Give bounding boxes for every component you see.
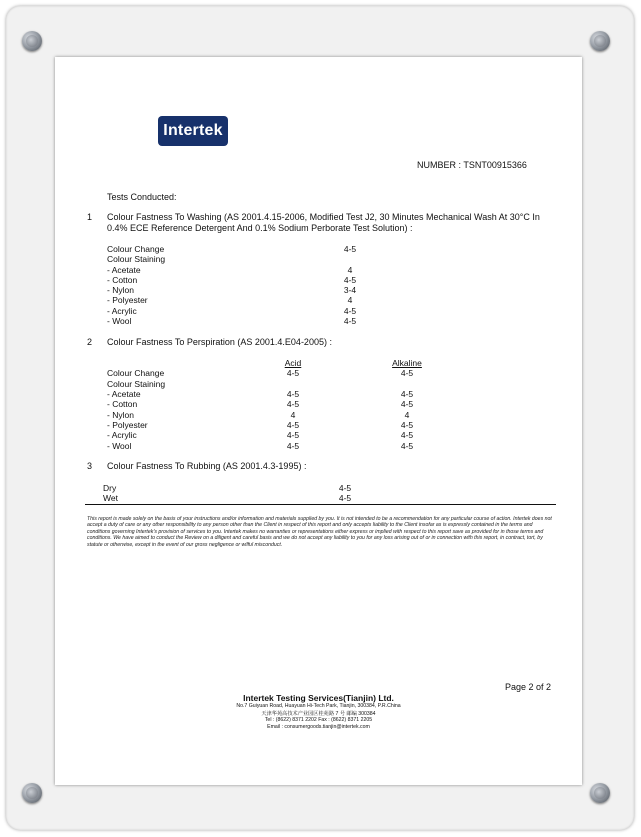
alkaline-value: 4-5: [400, 368, 414, 378]
test1-colour-change-row: [55, 244, 582, 254]
row-label: - Acrylic: [107, 430, 137, 440]
pin-top-right: [590, 31, 610, 51]
acid-value: 4-5: [286, 368, 300, 378]
row-value: 4: [347, 265, 353, 275]
test2-column-headers: [55, 358, 582, 368]
test1-staining-heading: [55, 254, 582, 264]
test2-colour-change-row: [55, 368, 582, 378]
test2-row: [55, 389, 582, 399]
test1-row: [55, 285, 582, 295]
alkaline-value: 4-5: [400, 399, 414, 409]
row-label: Colour Change: [107, 244, 165, 254]
pin-bottom-left: [22, 783, 42, 803]
row-label: Colour Change: [107, 368, 165, 378]
footer-address: No.7 Guiyuan Road, Huayuan Hi-Tech Park, Tianjin, 300384, P.R.China: [236, 703, 401, 709]
footer-address-cn: 天津华苑高技术产业园区桂苑路 7 号 邮编 300384: [261, 711, 376, 717]
row-value: 3-4: [343, 285, 357, 295]
row-label: - Nylon: [107, 285, 134, 295]
row-label: - Nylon: [107, 410, 134, 420]
row-label: - Acetate: [107, 389, 141, 399]
test3-row: [55, 493, 582, 503]
test2-row: [55, 399, 582, 409]
row-label: - Cotton: [107, 399, 138, 409]
test1-row: [55, 295, 582, 305]
acid-value: 4-5: [286, 420, 300, 430]
pin-top-left: [22, 31, 42, 51]
row-value: 4: [347, 295, 353, 305]
test1-row: [55, 265, 582, 275]
test2-row: [55, 420, 582, 430]
pin-bottom-right: [590, 783, 610, 803]
row-label: Wet: [103, 493, 118, 503]
acid-value: 4: [290, 410, 296, 420]
test2-title: Colour Fastness To Perspiration (AS 2001.4.E04-2005) :: [107, 337, 332, 347]
test1-row: [55, 306, 582, 316]
test2-row: [55, 441, 582, 451]
row-label: Colour Staining: [107, 254, 166, 264]
acid-column-header: Acid: [284, 358, 302, 368]
row-label: - Wool: [107, 316, 132, 326]
row-value: 4-5: [338, 493, 352, 503]
test1-row: [55, 275, 582, 285]
acid-value: 4-5: [286, 389, 300, 399]
alkaline-value: 4-5: [400, 389, 414, 399]
row-label: Colour Staining: [107, 379, 166, 389]
test3-row: [55, 483, 582, 493]
alkaline-value: 4-5: [400, 430, 414, 440]
section-divider: [85, 504, 556, 505]
acid-value: 4-5: [286, 430, 300, 440]
row-label: - Wool: [107, 441, 132, 451]
test1-number: 1: [87, 212, 93, 222]
alkaline-value: 4: [404, 410, 410, 420]
test3-number: 3: [87, 461, 93, 471]
test2-staining-heading: [55, 379, 582, 389]
test1-title-line2: 0.4% ECE Reference Detergent And 0.1% Sodium Perborate Test Solution) :: [107, 223, 413, 233]
row-value: 4-5: [338, 483, 352, 493]
test2-row: [55, 430, 582, 440]
tests-conducted-label: Tests Conducted:: [107, 192, 177, 202]
row-value: 4-5: [343, 275, 357, 285]
row-value: 4-5: [343, 316, 357, 326]
alkaline-column-header: Alkaline: [392, 358, 422, 368]
row-label: - Cotton: [107, 275, 138, 285]
report-number: NUMBER : TSNT00915366: [417, 160, 527, 170]
page-number: Page 2 of 2: [505, 682, 552, 692]
test3-title: Colour Fastness To Rubbing (AS 2001.4.3-1995) :: [107, 461, 307, 471]
row-label: - Polyester: [107, 295, 148, 305]
alkaline-value: 4-5: [400, 441, 414, 451]
footer-phone: Tel : (8622) 8371 2202 Fax : (8622) 8371 2205: [264, 717, 373, 723]
report-page: [55, 57, 582, 785]
test1-title-line1: Colour Fastness To Washing (AS 2001.4.15-2006, Modified Test J2, 30 Minutes Mechanical Wash At 30°C In: [107, 212, 540, 222]
acid-value: 4-5: [286, 399, 300, 409]
row-value: 4-5: [343, 306, 357, 316]
test1-row: [55, 316, 582, 326]
row-label: - Polyester: [107, 420, 148, 430]
intertek-logo: Intertek: [158, 116, 228, 146]
row-label: - Acetate: [107, 265, 141, 275]
disclaimer-text: This report is made solely on the basis of your instructions and/or information and materials supplied by you. It is not intended to be a recommendation for any particular course of action. Intertek does not accept a duty of care or any other responsibility to any person other than the Client in respect of this report and only accepts liability to the Client insofar as is expressly contained in the terms and conditions governing Intertek's provision of services to you. Intertek makes no warranties or representations either express or implied with respect to this report save as provided for in those terms and conditions. We have aimed to conduct the Review on a diligent and careful basis and we do not accept any liability to you for any loss arising out of or in connection with this report, in contract, tort, by statute or otherwise, except in the event of our gross negligence or wilful misconduct.: [87, 516, 552, 548]
test2-row: [55, 410, 582, 420]
acid-value: 4-5: [286, 441, 300, 451]
row-label: Dry: [103, 483, 117, 493]
test2-number: 2: [87, 337, 93, 347]
row-label: - Acrylic: [107, 306, 137, 316]
footer-company: Intertek Testing Services(Tianjin) Ltd.: [243, 693, 394, 703]
alkaline-value: 4-5: [400, 420, 414, 430]
row-value: 4-5: [343, 244, 357, 254]
footer-email: Email : consumergoods.tianjin@intertek.com: [267, 724, 370, 730]
